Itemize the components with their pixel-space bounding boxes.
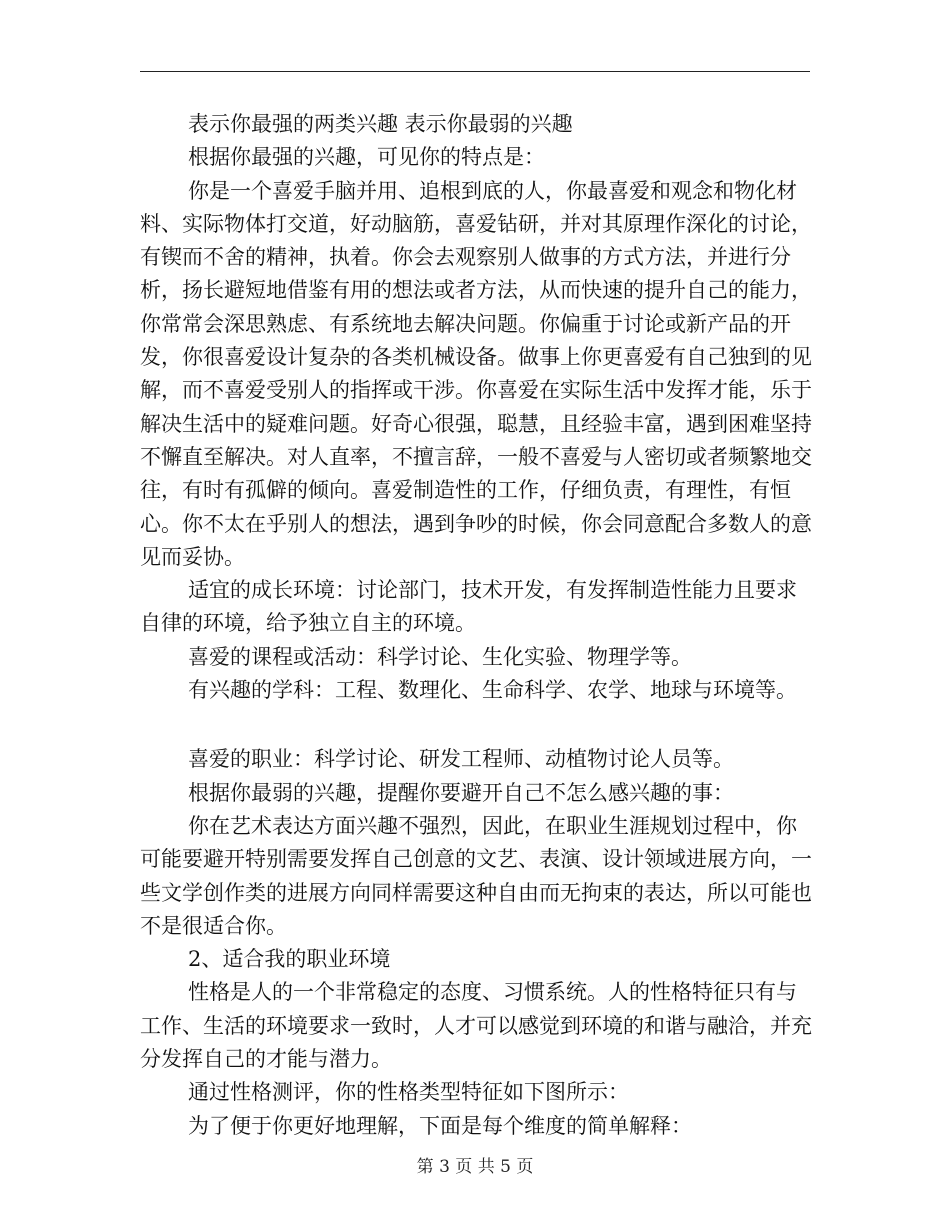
paragraph: 你是一个喜爱手脑并用、追根到底的人，你最喜爱和观念和物化材料、实际物体打交道，好动脑筋，喜爱钻研，并对其原理作深化的讨论，有锲而不舍的精神，执着。你会去观察别人做事的方式方法，并进行分析，扬长避短地借鉴有用的想法或者方法，从而快速的提升自己的能力，你常常会深思熟虑、有系统地去解决问题。你偏重于讨论或新产品的开发，你很喜爱设计复杂的各类机械设备。做事上你更喜爱有自己独到的见解，而不喜爱受别人的指挥或干涉。你喜爱在实际生活中发挥才能，乐于解决生活中的疑难问题。好奇心很强，聪慧，且经验丰富，遇到困难坚持不懈直至解决。对人直率，不擅言辞，一般不喜爱与人密切或者频繁地交往，有时有孤僻的倾向。喜爱制造性的工作，仔细负责，有理性，有恒心。你不太在乎别人的想法，遇到争吵的时候，你会同意配合多数人的意见而妥协。 <box>140 178 812 569</box>
paragraph: 表示你最强的两类兴趣 表示你最弱的兴趣 <box>188 112 573 136</box>
paragraph: 根据你最强的兴趣，可见你的特点是： <box>188 145 545 170</box>
paragraph: 为了便于你更好地理解，下面是每个维度的简单解释： <box>188 1113 692 1138</box>
page-footer: 第 3 页 共 5 页 <box>416 1157 534 1177</box>
paragraph: 适宜的成长环境：讨论部门，技术开发，有发挥制造性能力且要求自律的环境，给予独立自主的环境。 <box>140 578 797 636</box>
paragraph: 喜爱的课程或活动：科学讨论、生化实验、物理学等。 <box>188 644 692 669</box>
paragraph: 通过性格测评，你的性格类型特征如下图所示： <box>188 1080 629 1105</box>
paragraph-gap <box>140 707 812 743</box>
section-heading: 2、适合我的职业环境 <box>188 947 391 972</box>
paragraph: 你在艺术表达方面兴趣不强烈，因此，在职业生涯规划过程中，你可能要避开特别需要发挥自己创意的文艺、表演、设计领域进展方向，一些文学创作类的进展方向同样需要这种自由而无拘束的表达，所以可能也不是很适合你。 <box>140 813 812 938</box>
paragraph: 根据你最弱的兴趣，提醒你要避开自己不怎么感兴趣的事： <box>188 780 734 805</box>
document-body <box>140 108 812 1143</box>
header-rule <box>140 71 810 72</box>
paragraph: 性格是人的一个非常稳定的态度、习惯系统。人的性格特征只有与工作、生活的环境要求一致时，人才可以感觉到环境的和谐与融洽，并充分发挥自己的才能与潜力。 <box>140 980 812 1072</box>
paragraph: 有兴趣的学科：工程、数理化、生命科学、农学、地球与环境等。 <box>188 678 797 703</box>
paragraph: 喜爱的职业：科学讨论、研发工程师、动植物讨论人员等。 <box>188 747 734 772</box>
